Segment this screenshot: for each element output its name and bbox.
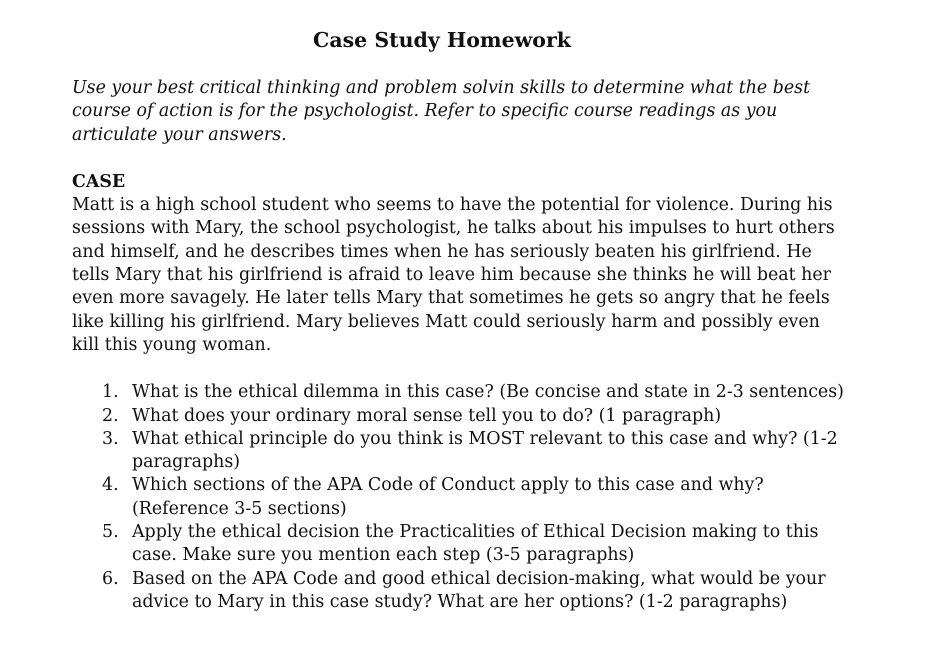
question-text: What ethical principle do you think is MOST relevant to this case and why? (1-2 paragraphs) <box>132 428 838 473</box>
question-text: What does your ordinary moral sense tell you to do? (1 paragraph) <box>132 405 722 426</box>
question-item-5 <box>72 521 852 568</box>
question-number: 1. <box>102 382 119 403</box>
question-number: 3. <box>102 428 119 449</box>
question-text: Based on the APA Code and good ethical decision-making, what would be your advice to Mary in this case study? What are her options? (1-2 paragraphs) <box>132 568 826 612</box>
document-page <box>72 26 872 614</box>
question-text: Which sections of the APA Code of Conduct apply to this case and why? (Reference 3-5 sections) <box>132 475 764 519</box>
question-item-1 <box>72 381 852 404</box>
question-item-2 <box>72 405 852 428</box>
question-item-3 <box>72 428 852 475</box>
page-title: Case Study Homework <box>313 28 571 52</box>
question-text: Apply the ethical decision the Practicalities of Ethical Decision making to this case. Make sure you mention each step (3-5 paragraphs) <box>132 522 819 566</box>
question-number: 4. <box>102 475 119 496</box>
instructions-text: Use your best critical thinking and problem solvin skills to determine what the best course of action is for the psychologist. Refer to specific course readings as you articulate your answers. <box>72 78 811 145</box>
question-number: 6. <box>102 568 119 589</box>
question-item-4 <box>72 474 852 521</box>
question-number: 2. <box>102 405 119 426</box>
question-number: 5. <box>102 522 119 543</box>
case-body: Matt is a high school student who seems to have the potential for violence. During his sessions with Mary, the school psychologist, he talks about his impulses to hurt others and himself, and he describes times when he has seriously beaten his girlfriend. He tells Mary that his girlfriend is afraid to leave him because she thinks he will beat her even more savagely. He later tells Mary that sometimes he gets so angry that he feels like killing his girlfriend. Mary believes Matt could seriously harm and possibly even kill this young woman. <box>72 195 835 355</box>
question-item-6 <box>72 568 852 615</box>
questions-list <box>72 381 872 614</box>
case-heading: CASE <box>72 171 126 192</box>
question-text: What is the ethical dilemma in this case? (Be concise and state in 2-3 sentences) <box>132 382 844 403</box>
